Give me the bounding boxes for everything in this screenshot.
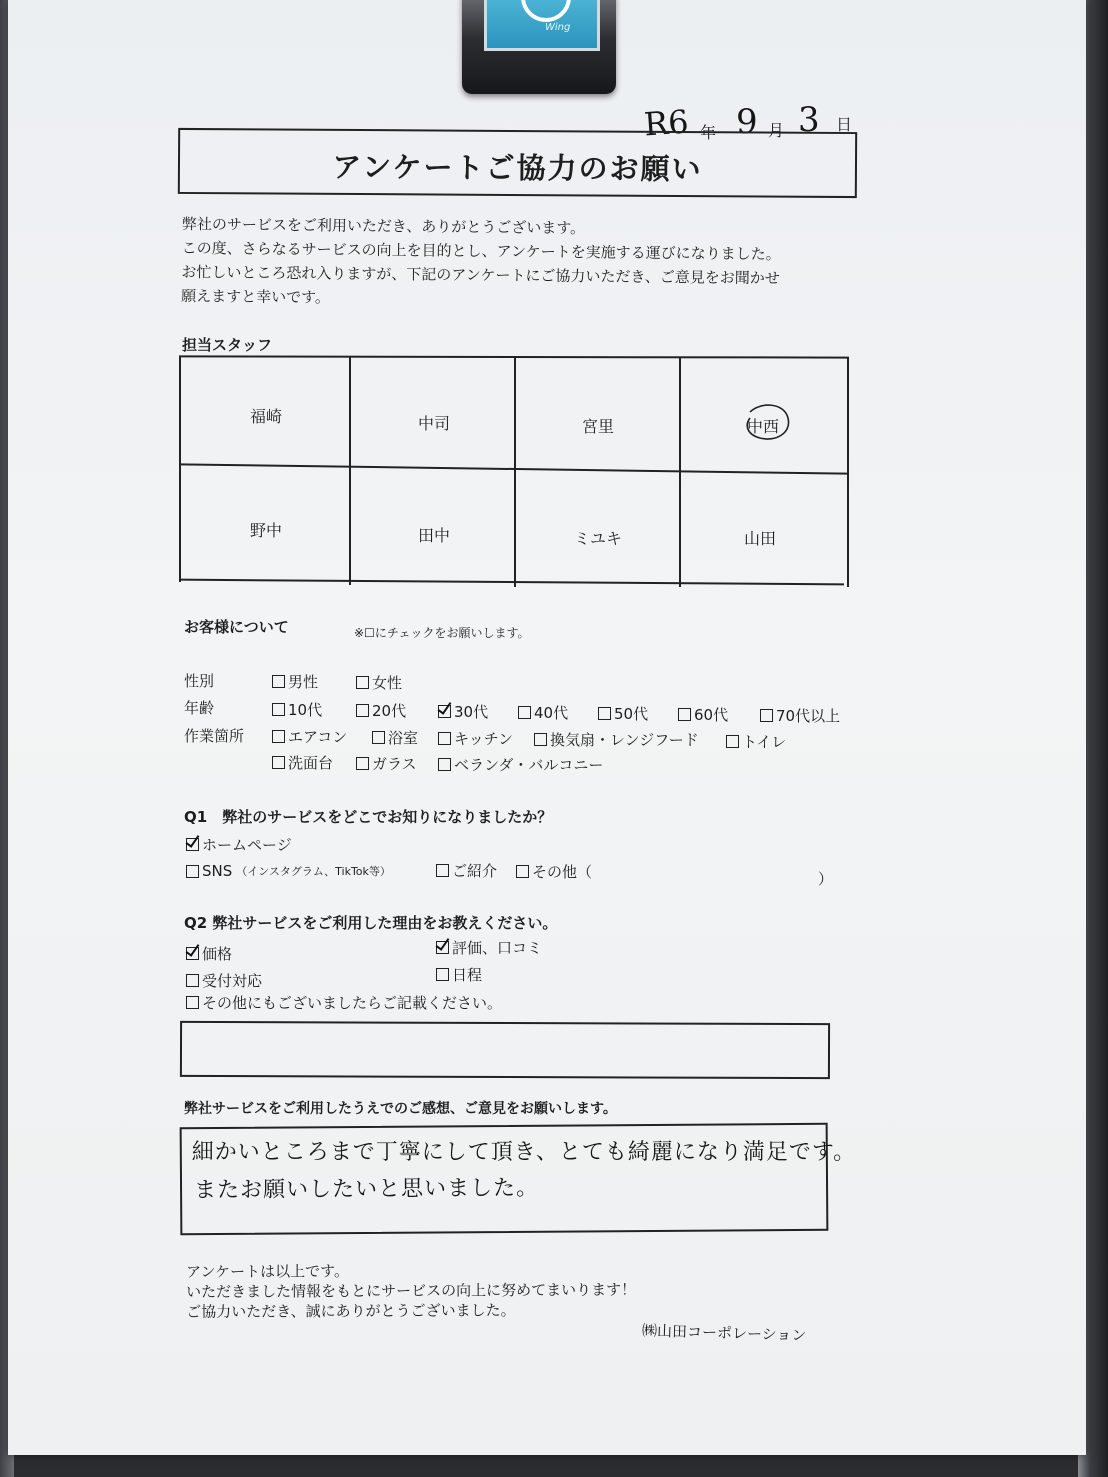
area-balcony-checkbox[interactable]: ベランダ・バルコニー	[438, 754, 603, 775]
age-60s-checkbox[interactable]: 60代	[678, 704, 728, 725]
clip-label	[484, 0, 600, 51]
checked-checkbox-icon[interactable]	[186, 947, 199, 960]
area-bathroom-checkbox[interactable]: 浴室	[372, 727, 418, 748]
age-30s-checkbox[interactable]: 30代	[438, 701, 488, 722]
survey-sheet	[8, 0, 1086, 1455]
staff-name: 野中	[249, 521, 282, 540]
q2-other-checkbox[interactable]: その他にもございましたらご記載ください。	[186, 992, 502, 1013]
age-20s-checkbox[interactable]: 20代	[356, 700, 406, 721]
checkbox-icon[interactable]	[438, 732, 451, 745]
q1-sns-checkbox[interactable]: SNS （インスタグラム、TikTok等）	[186, 862, 391, 880]
area-toilet-checkbox[interactable]: トイレ	[726, 731, 786, 752]
q2-schedule-checkbox[interactable]: 日程	[436, 964, 482, 985]
q1-intro-checkbox[interactable]: ご紹介	[436, 860, 497, 881]
checkbox-icon[interactable]	[272, 756, 285, 769]
age-70plus-checkbox[interactable]: 70代以上	[760, 705, 840, 726]
checkbox-icon[interactable]	[356, 704, 369, 717]
area-glass-checkbox[interactable]: ガラス	[356, 753, 417, 774]
feedback-question: 弊社サービスをご利用したうえでのご感想、ご意見をお願いします。	[184, 1101, 617, 1117]
date-month: 9	[736, 102, 758, 142]
checkbox-icon[interactable]	[678, 708, 691, 721]
date-era: R6	[642, 102, 690, 144]
staff-name: ミユキ	[573, 529, 622, 548]
intro-line: 弊社のサービスをご利用いただき、ありがとうございます。	[181, 214, 586, 238]
checkbox-icon[interactable]	[726, 735, 739, 748]
customer-heading: お客様について	[184, 618, 289, 636]
checkbox-icon[interactable]	[438, 758, 451, 771]
checkbox-icon[interactable]	[534, 733, 547, 746]
binder-clip	[462, 0, 616, 94]
handwritten-circle-mark	[738, 398, 794, 448]
page-title: アンケートご協力のお願い	[332, 149, 703, 187]
checkbox-icon[interactable]	[372, 731, 385, 744]
closing-line: ご協力いただき、誠にありがとうございました。	[186, 1301, 516, 1321]
closing-line: いただきました情報をもとにサービスの向上に努めてまいります！	[186, 1280, 637, 1301]
clip-logo-ring-icon	[521, 0, 571, 22]
gender-label: 性別	[184, 672, 215, 690]
checkbox-icon[interactable]	[518, 706, 531, 719]
intro-line: この度、さらなるサービスの向上を目的とし、アンケートを実施する運びになりました。	[181, 238, 781, 264]
area-rangehood-checkbox[interactable]: 換気扇・レンジフード	[534, 729, 699, 750]
staff-name: 中西	[746, 417, 779, 436]
checkbox-icon[interactable]	[186, 996, 199, 1009]
feedback-line: またお願いしたいと思いました。	[193, 1175, 540, 1204]
date-month-label: 月	[768, 121, 785, 140]
checked-checkbox-icon[interactable]	[438, 705, 451, 718]
date-year-label: 年	[700, 123, 717, 142]
q1-other-checkbox[interactable]: その他（	[516, 861, 592, 882]
age-label: 年齢	[184, 699, 215, 717]
q2-review-checkbox[interactable]: 評価、口コミ	[436, 937, 542, 958]
closing-line: アンケートは以上です。	[186, 1262, 350, 1281]
staff-name: 中司	[417, 414, 450, 433]
age-40s-checkbox[interactable]: 40代	[518, 702, 568, 723]
checkbox-icon[interactable]	[598, 707, 611, 720]
checkbox-icon[interactable]	[356, 757, 369, 770]
checkbox-icon[interactable]	[760, 709, 773, 722]
q2-question: Q2 弊社サービスをご利用した理由をお教えください。	[184, 914, 558, 932]
q1-other-close: ）	[818, 870, 834, 888]
closing-text	[186, 1260, 636, 1322]
checkbox-icon[interactable]	[272, 703, 285, 716]
q2-reception-checkbox[interactable]: 受付対応	[186, 970, 262, 991]
feedback-answer-box[interactable]	[180, 1123, 857, 1236]
age-50s-checkbox[interactable]: 50代	[598, 703, 648, 724]
checkbox-icon[interactable]	[272, 730, 285, 743]
staff-heading: 担当スタッフ	[182, 336, 273, 354]
gender-female-checkbox[interactable]: 女性	[356, 672, 402, 693]
checkbox-icon[interactable]	[272, 675, 285, 688]
gender-male-checkbox[interactable]: 男性	[272, 671, 318, 692]
date-day-label: 日	[836, 115, 853, 134]
staff-name: 山田	[743, 529, 776, 548]
checked-checkbox-icon[interactable]	[186, 838, 199, 851]
area-label: 作業箇所	[184, 727, 245, 745]
feedback-line: 細かいところまで丁寧にして頂き、とても綺麗になり満足です。	[191, 1139, 857, 1165]
staff-name: 田中	[417, 526, 450, 545]
intro-line: 願えますと幸いです。	[181, 286, 331, 307]
q1-question: Q1 弊社のサービスをどこでお知りになりましたか？	[184, 808, 553, 826]
q1-sns-note: （インスタグラム、TikTok等）	[236, 865, 391, 878]
checkbox-icon[interactable]	[356, 676, 369, 689]
company-name: ㈱山田コーポレーション	[641, 1321, 807, 1345]
staff-name: 福崎	[249, 407, 282, 426]
title-box	[178, 128, 857, 198]
clip-logo-text: Wing	[545, 22, 571, 33]
checked-checkbox-icon[interactable]	[436, 941, 449, 954]
checkbox-icon[interactable]	[436, 968, 449, 981]
date-day: 3	[798, 100, 820, 140]
area-washbasin-checkbox[interactable]: 洗面台	[272, 752, 333, 773]
area-aircon-checkbox[interactable]: エアコン	[272, 726, 347, 747]
q2-price-checkbox[interactable]: 価格	[186, 943, 232, 964]
area-kitchen-checkbox[interactable]: キッチン	[438, 728, 513, 749]
checkbox-icon[interactable]	[436, 864, 449, 877]
q2-other-answer	[182, 1023, 828, 1053]
customer-note: ※☐にチェックをお願いします。	[354, 626, 530, 640]
checkbox-icon[interactable]	[516, 865, 529, 878]
q1-homepage-checkbox[interactable]: ホームページ	[186, 834, 292, 855]
age-10s-checkbox[interactable]: 10代	[272, 699, 322, 720]
intro-line: お忙しいところ恐れ入りますが、下記のアンケートにご協力いただき、ご意見をお聞かせ	[181, 262, 780, 288]
checkbox-icon[interactable]	[186, 974, 199, 987]
q2-other-answer-box[interactable]	[180, 1021, 830, 1079]
checkbox-icon[interactable]	[186, 865, 199, 878]
intro-text	[181, 212, 781, 314]
staff-name: 宮里	[581, 417, 614, 436]
